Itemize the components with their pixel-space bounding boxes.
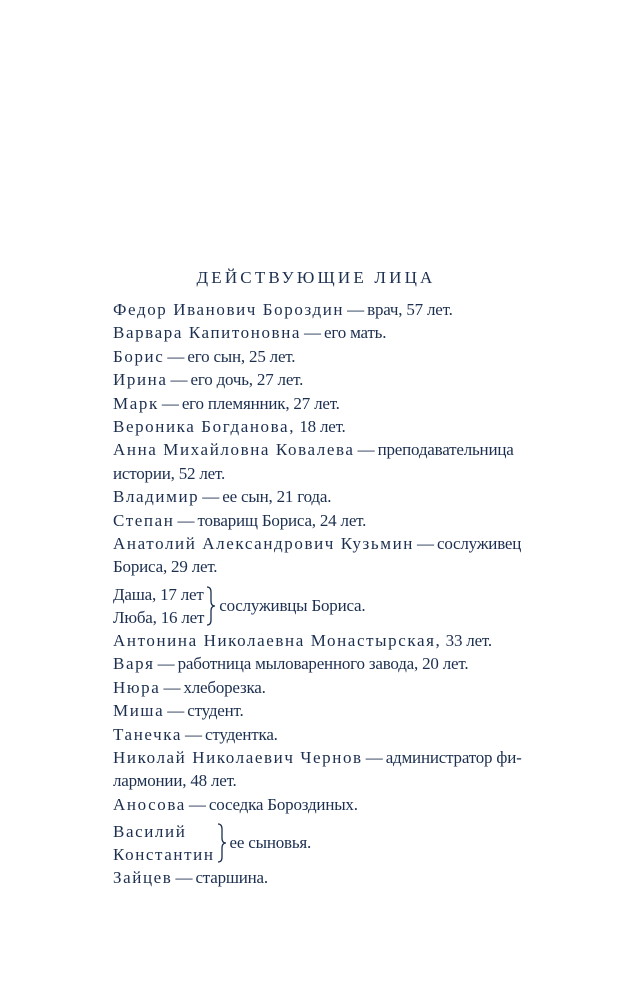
- cast-entry: [113, 652, 563, 675]
- character-description: соседка Бороздиных.: [208, 794, 358, 814]
- cast-entry: [113, 746, 563, 793]
- dash: —: [202, 487, 220, 507]
- character-name: Федор Иванович Бороздин: [113, 300, 345, 319]
- character-name: Марк: [113, 393, 159, 413]
- character-description: работница мыловаренного завода, 20 лет.: [177, 654, 469, 674]
- character-name: Борис: [113, 346, 165, 366]
- cast-entry: [113, 509, 563, 532]
- character-description: администратор фи-: [385, 747, 522, 767]
- group-member: Даша, 17 лет: [113, 584, 204, 604]
- cast-entry: [113, 866, 563, 889]
- character-name: Владимир: [113, 487, 200, 507]
- character-description: его мать.: [324, 323, 387, 343]
- group-member: Люба, 16 лет: [113, 607, 205, 627]
- dash: —: [188, 794, 206, 814]
- dash: —: [347, 300, 365, 319]
- character-description-cont: лармонии, 48 лет.: [113, 771, 237, 791]
- cast-entry: [113, 345, 563, 368]
- character-name: Степан: [113, 510, 175, 530]
- character-name: Нюра: [113, 677, 161, 697]
- dash: —: [365, 747, 383, 767]
- character-name: Антонина Николаевна Монастырская,: [113, 630, 442, 650]
- dash: —: [175, 868, 193, 888]
- character-description: 18 лет.: [299, 417, 346, 437]
- character-description: студентка.: [205, 724, 278, 744]
- character-description-cont: истории, 52 лет.: [113, 463, 226, 483]
- character-description: врач, 57 лет.: [367, 300, 453, 319]
- character-description-cont: Бориса, 29 лет.: [113, 557, 218, 577]
- character-name: Аносова: [113, 794, 186, 814]
- cast-entry: [113, 793, 563, 816]
- character-name: Варвара Капитоновна: [113, 323, 302, 343]
- character-description: товарищ Бориса, 24 лет.: [197, 510, 367, 530]
- dash: —: [163, 677, 181, 697]
- group-description: ее сыновья.: [229, 833, 312, 853]
- cast-entry: [113, 485, 563, 508]
- dash: —: [357, 440, 375, 460]
- character-name: Николай Николаевич Чернов: [113, 747, 363, 767]
- dash: —: [170, 370, 188, 390]
- character-name: Анатолий Александрович Кузьмин: [113, 534, 414, 554]
- dash: —: [185, 724, 203, 744]
- character-description: сослуживец: [436, 534, 522, 554]
- character-name: Анна Михайловна Ковалева: [113, 440, 355, 460]
- cast-entry: [113, 699, 563, 722]
- character-name: Вероника Богданова,: [113, 417, 296, 437]
- cast-entry: [113, 723, 563, 746]
- right-brace-icon: [217, 823, 227, 863]
- group-names: [113, 820, 215, 866]
- character-description: ее сын, 21 года.: [222, 487, 332, 507]
- character-description: его сын, 25 лет.: [187, 346, 296, 366]
- character-description: его дочь, 27 лет.: [190, 370, 304, 390]
- group-member: Василий: [113, 822, 187, 842]
- dash: —: [161, 393, 179, 413]
- cast-entry: [113, 629, 563, 652]
- character-description: 33 лет.: [445, 630, 492, 650]
- character-description: его племянник, 27 лет.: [181, 393, 340, 413]
- group-member: Константин: [113, 845, 215, 865]
- cast-entry: [113, 392, 563, 415]
- character-description: хлеборезка.: [183, 677, 266, 697]
- dash: —: [416, 534, 434, 554]
- right-brace-icon: [206, 586, 216, 626]
- character-name: Зайцев: [113, 868, 173, 888]
- dash: —: [167, 346, 185, 366]
- cast-entry: [113, 532, 563, 579]
- dash: —: [304, 323, 322, 343]
- cast-entry: [113, 676, 563, 699]
- character-name: Танечка: [113, 724, 183, 744]
- cast-entry: [113, 438, 563, 485]
- dash: —: [177, 510, 195, 530]
- cast-list: [113, 298, 563, 890]
- cast-entry: [113, 415, 563, 438]
- character-description: студент.: [187, 701, 244, 721]
- character-name: Варя: [113, 654, 155, 674]
- cast-entry: [113, 368, 563, 391]
- character-name: Ирина: [113, 370, 168, 390]
- dash: —: [167, 701, 185, 721]
- character-description: старшина.: [195, 868, 268, 888]
- group-description: сослуживцы Бориса.: [219, 596, 366, 616]
- page-heading: ДЕЙСТВУЮЩИЕ ЛИЦА: [196, 268, 436, 287]
- cast-group: [113, 583, 563, 629]
- cast-entry: [113, 321, 563, 344]
- character-description: преподавательница: [377, 440, 514, 460]
- cast-entry: [113, 298, 563, 321]
- group-names: [113, 583, 204, 629]
- dash: —: [157, 654, 175, 674]
- character-name: Миша: [113, 701, 165, 721]
- cast-group: [113, 820, 563, 866]
